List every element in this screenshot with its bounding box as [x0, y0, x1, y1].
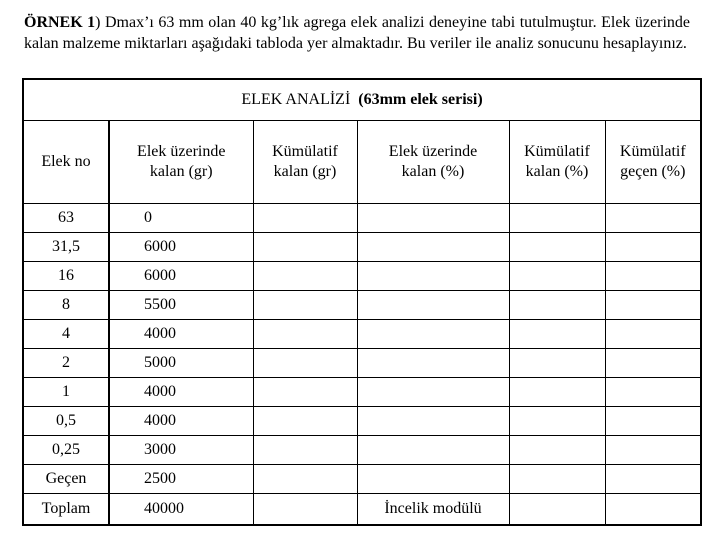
table-row — [23, 378, 701, 407]
table-total-row — [23, 494, 701, 526]
empty-cell — [605, 465, 701, 494]
retained-cell: 4000 — [109, 407, 253, 436]
empty-cell — [605, 204, 701, 233]
empty-cell — [357, 378, 509, 407]
retained-cell: 4000 — [109, 320, 253, 349]
empty-cell — [357, 436, 509, 465]
sieve-no-cell: 0,25 — [23, 436, 109, 465]
retained-cell: 3000 — [109, 436, 253, 465]
header-cumulative-retained-pct: Kümülatif kalan (%) — [509, 121, 605, 204]
table-row — [23, 436, 701, 465]
empty-cell — [357, 262, 509, 291]
empty-cell — [253, 494, 357, 526]
retained-cell: 4000 — [109, 378, 253, 407]
sieve-no-cell: Geçen — [23, 465, 109, 494]
table-row — [23, 407, 701, 436]
empty-cell — [253, 320, 357, 349]
empty-cell — [605, 349, 701, 378]
sieve-no-cell: 63 — [23, 204, 109, 233]
empty-cell — [509, 204, 605, 233]
empty-cell — [605, 262, 701, 291]
empty-cell — [253, 262, 357, 291]
empty-cell — [357, 349, 509, 378]
total-value: 40000 — [109, 494, 253, 526]
empty-cell — [253, 204, 357, 233]
empty-cell — [509, 494, 605, 526]
retained-cell: 2500 — [109, 465, 253, 494]
empty-cell — [357, 320, 509, 349]
sieve-no-cell: 0,5 — [23, 407, 109, 436]
empty-cell — [605, 378, 701, 407]
retained-cell: 6000 — [109, 233, 253, 262]
empty-cell — [509, 349, 605, 378]
empty-cell — [253, 407, 357, 436]
empty-cell — [605, 291, 701, 320]
table-row — [23, 465, 701, 494]
table-row — [23, 233, 701, 262]
table-title-row — [23, 79, 701, 121]
table-row — [23, 204, 701, 233]
retained-cell: 6000 — [109, 262, 253, 291]
empty-cell — [509, 436, 605, 465]
table-title-main: ELEK ANALİZİ — [241, 91, 351, 108]
empty-cell — [357, 407, 509, 436]
empty-cell — [357, 291, 509, 320]
empty-cell — [605, 233, 701, 262]
example-label: ÖRNEK 1 — [24, 14, 96, 31]
empty-cell — [509, 320, 605, 349]
empty-cell — [605, 407, 701, 436]
empty-cell — [509, 262, 605, 291]
table-row — [23, 320, 701, 349]
sieve-no-cell: 16 — [23, 262, 109, 291]
empty-cell — [357, 465, 509, 494]
empty-cell — [253, 378, 357, 407]
header-retained-pct: Elek üzerinde kalan (%) — [357, 121, 509, 204]
example-intro — [24, 12, 690, 54]
empty-cell — [253, 291, 357, 320]
sieve-no-cell: 31,5 — [23, 233, 109, 262]
header-sieve-no: Elek no — [23, 121, 109, 204]
empty-cell — [253, 233, 357, 262]
empty-cell — [605, 320, 701, 349]
empty-cell — [509, 378, 605, 407]
table-row — [23, 349, 701, 378]
empty-cell — [605, 494, 701, 526]
table-header-row — [23, 121, 701, 204]
example-text: ) Dmax’ı 63 mm olan 40 kg’lık agrega elek analizi deneyine tabi tutulmuştur. Elek üzerinde kalan malzeme miktarları aşağıdaki tabloda yer almaktadır. Bu veriler ile analiz sonucunu hesaplayınız. — [24, 14, 690, 52]
sieve-no-cell: 4 — [23, 320, 109, 349]
empty-cell — [253, 349, 357, 378]
retained-cell: 5500 — [109, 291, 253, 320]
empty-cell — [509, 465, 605, 494]
total-label: Toplam — [23, 494, 109, 526]
empty-cell — [357, 204, 509, 233]
header-cumulative-retained-gr: Kümülatif kalan (gr) — [253, 121, 357, 204]
sieve-no-cell: 8 — [23, 291, 109, 320]
header-retained-gr: Elek üzerinde kalan (gr) — [109, 121, 253, 204]
table-title-series: (63mm elek serisi) — [358, 91, 483, 108]
table-row — [23, 262, 701, 291]
empty-cell — [509, 291, 605, 320]
empty-cell — [253, 436, 357, 465]
retained-cell: 5000 — [109, 349, 253, 378]
sieve-analysis-table — [22, 78, 702, 526]
table-row — [23, 291, 701, 320]
sieve-no-cell: 2 — [23, 349, 109, 378]
empty-cell — [509, 233, 605, 262]
header-cumulative-passing-pct: Kümülatif geçen (%) — [605, 121, 701, 204]
empty-cell — [509, 407, 605, 436]
empty-cell — [357, 233, 509, 262]
retained-cell: 0 — [109, 204, 253, 233]
empty-cell — [605, 436, 701, 465]
sieve-no-cell: 1 — [23, 378, 109, 407]
fineness-modulus-label: İncelik modülü — [357, 494, 509, 526]
empty-cell — [253, 465, 357, 494]
table-title — [23, 79, 701, 121]
